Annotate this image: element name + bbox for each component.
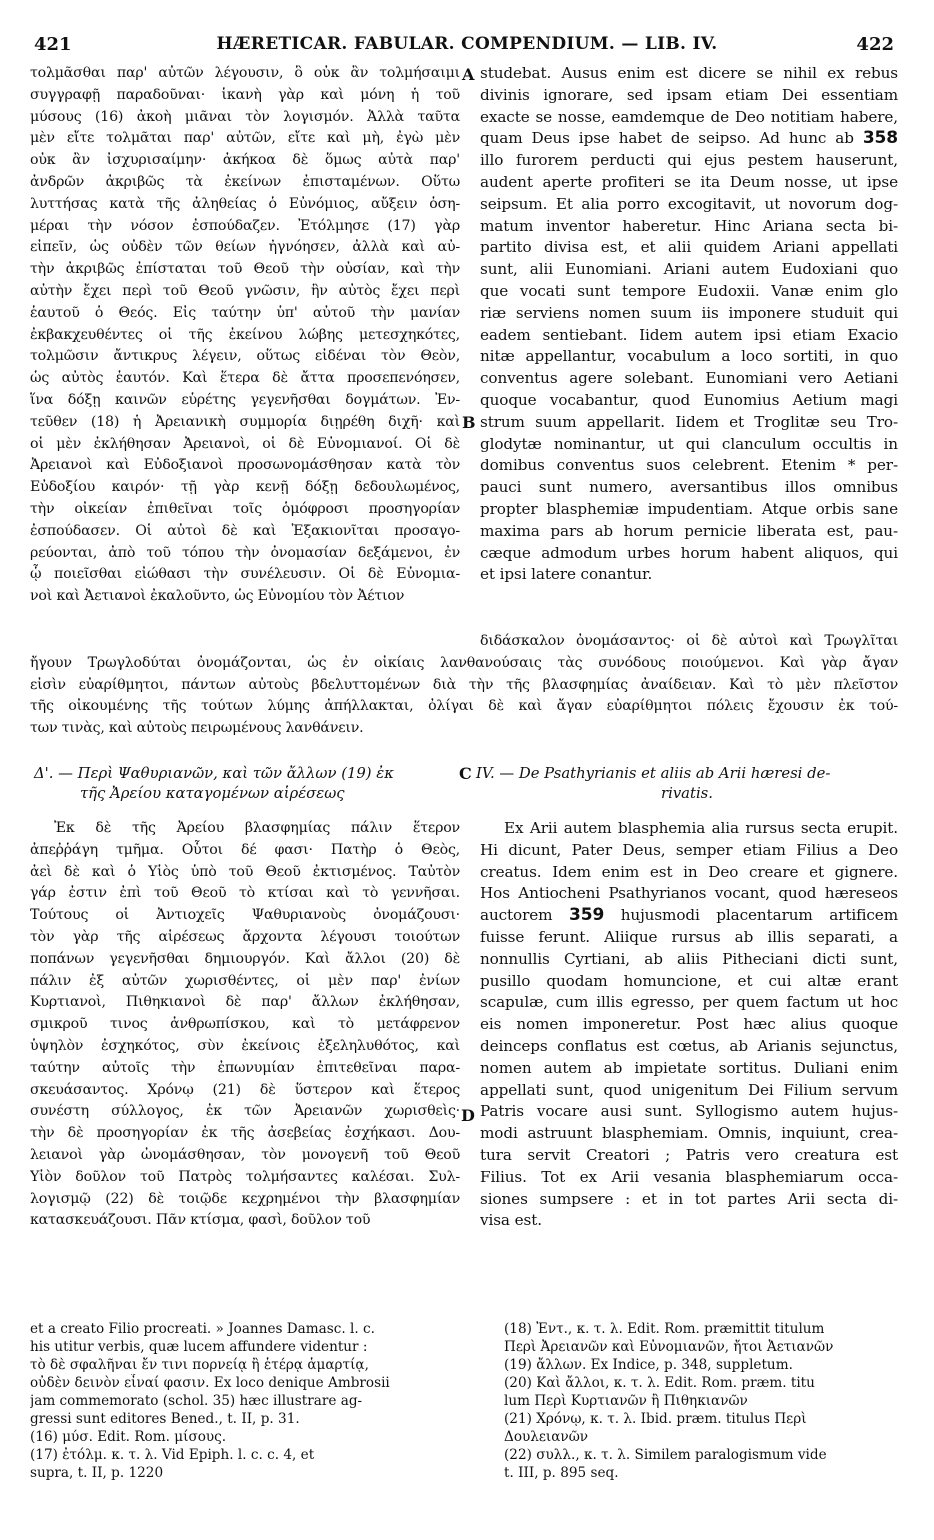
footnote-line: gressi sunt editores Bened., t. II, p. 31. bbox=[30, 1411, 300, 1427]
latin-text-line: strum suum appellarit. Iidem et Troglitæ seu Tro- bbox=[480, 412, 898, 431]
latin-text-line: eis nomen imponeretur. Post hæc alius quoque bbox=[480, 1015, 898, 1034]
latin-text-line: modi astruunt blasphemiam. Omnis, inquiunt, crea- bbox=[480, 1124, 898, 1143]
latin-heading-line: rivatis. bbox=[661, 785, 713, 802]
latin-text-line: appellati sunt, quod unigenitum Dei Filium servum bbox=[480, 1080, 898, 1099]
latin-text-line: fuisse ferunt. Aliique rursus ab illis separati, a bbox=[480, 927, 898, 946]
greek-text-line: οἱ μὲν ἐκλήθησαν Ἀρειανοὶ, οἱ δὲ Εὐνομιανοί. Οἱ δὲ bbox=[30, 435, 460, 452]
greek-text-line: ᾧ ποιεῖσθαι εἰώθασι τὴν συνέλευσιν. Οἱ δὲ Εὐνομια- bbox=[30, 566, 460, 583]
greek-text-line: γάρ ἐστιν ἐπὶ τοῦ Θεοῦ τὸ κτίσαι καὶ τὸ γεννῆσαι. bbox=[30, 885, 460, 902]
page-number-left: 421 bbox=[34, 34, 72, 55]
latin-text-line: divinis ignorare, sed ipsam etiam Dei essentiam bbox=[480, 85, 898, 104]
greek-text-line: τολμᾶσθαι παρ' αὐτῶν λέγουσιν, ὃ οὐκ ἂν τολμήσαιμι bbox=[30, 65, 460, 81]
latin-text-line: tura servit Creatori ; Patris vero creatura est bbox=[480, 1145, 898, 1164]
margin-marker-d: D bbox=[461, 1106, 475, 1125]
greek-text-line: τολμῶσιν ἄντικρυς λέγειν, οὕτως εἰδέναι τὸν Θεὸν, bbox=[30, 348, 460, 365]
greek-text-line: ἀνδρῶν ἀκριβῶς τὰ ἐκείνων ἐπισταμένων. Οὕτω bbox=[30, 173, 460, 190]
greek-text-line: ἤγουν Τρωγλοδύται ὀνομάζονται, ὡς ἐν οἰκίαις λανθανούσαις τὰς συνόδους ποιούμενοι. Καὶ γὰρ ἄγαν bbox=[30, 654, 898, 671]
latin-text-line: cæque admodum urbes horum habent aliquos, qui bbox=[480, 543, 898, 562]
greek-text-line: ὑψηλὸν ἐσχηκότος, σὺν ἐκείνοις ἐξεληλυθότος, καὶ bbox=[30, 1037, 460, 1054]
greek-text-line: Τούτους οἱ Ἀντιοχεῖς Ψαθυριανοὺς ὀνομάζουσι· bbox=[30, 907, 460, 924]
column-number-358: 358 bbox=[862, 128, 898, 149]
margin-marker-b: B bbox=[462, 413, 476, 432]
greek-text-line: αὐτὴν ἔχει περὶ τοῦ Θεοῦ γνῶσιν, ἣν αὐτὸς ἔχει περὶ bbox=[30, 282, 460, 299]
latin-text-line: Hi dicunt, Pater Deus, semper etiam Filius a Deo bbox=[480, 840, 898, 859]
column-number-359: 359 bbox=[568, 905, 605, 926]
greek-text-line: ταύτην αὐτοῖς τὴν ἐπωνυμίαν ἐπιτεθεῖναι παρα- bbox=[30, 1059, 460, 1076]
footnote-line: et a creato Filio procreati. » Joannes Damasc. l. c. bbox=[30, 1321, 375, 1337]
latin-text-line: partito divisa est, et alii quidem Ariani appellati bbox=[480, 238, 898, 257]
footnote-line: (22) συλλ., κ. τ. λ. Similem paralogismum vide bbox=[504, 1447, 827, 1463]
latin-text-fragment: quam Deus ipse habet de seipso. Ad hunc ab bbox=[480, 129, 854, 148]
greek-text-line: λυττήσας κατὰ τῆς ἀληθείας ὁ Εὐνόμιος, αὔξειν ὁση- bbox=[30, 195, 460, 212]
footnote-line: supra, t. II, p. 1220 bbox=[30, 1465, 164, 1481]
latin-column-section bbox=[480, 818, 898, 1232]
latin-text-line: Ex Arii autem blasphemia alia rursus secta erupit. bbox=[504, 819, 898, 837]
latin-text-line: riæ serviens nomen suum iis imponere studuit qui bbox=[480, 303, 898, 322]
page-number-right: 422 bbox=[856, 34, 894, 55]
footnotes-right bbox=[504, 1320, 898, 1482]
footnote-line: Περὶ Ἀρειανῶν καὶ Εὐνομιανῶν, ἤτοι Ἀετιανῶν bbox=[504, 1339, 834, 1355]
greek-text-line: ποπάνων γεγενῆσθαι δημιουργόν. Καὶ ἄλλοι (20) δὲ bbox=[30, 950, 460, 967]
greek-text-line: Ἐκ δὲ τῆς Ἀρείου βλασφημίας πάλιν ἕτερον bbox=[54, 820, 460, 836]
greek-heading-line: τῆς Ἀρείου καταγομένων αἱρέσεως bbox=[80, 785, 345, 802]
footnote-line: οὐδὲν δεινὸν εἶναί φασιν. Ex loco denique Ambrosii bbox=[30, 1375, 390, 1391]
latin-text-line: seipsum. Et alia porro excogitavit, ut novorum dog- bbox=[480, 194, 898, 213]
latin-section-heading bbox=[476, 764, 898, 804]
greek-text-line: συγγραφῇ παραδοῦναι· ἱκανὴ γὰρ καὶ μόνη ἡ τοῦ bbox=[30, 86, 460, 103]
footnote-line: his utitur verbis, quæ lucem affundere videntur : bbox=[30, 1339, 368, 1355]
latin-text-line: glodytæ nominantur, ut qui clanculum occultis in bbox=[480, 434, 898, 453]
greek-text-line: τεῦθεν (18) ἡ Ἀρειανικὴ συμμορία διῃρέθη διχῆ· καὶ bbox=[30, 413, 460, 430]
latin-text-line: nomen autem ab impietate sortitus. Duliani enim bbox=[480, 1058, 898, 1077]
latin-text-line: Patris vocare ausi sunt. Syllogismo autem hujus- bbox=[480, 1102, 898, 1121]
greek-heading-line: Δ'. — Περὶ Ψαθυριανῶν, καὶ τῶν ἄλλων (19) ἐκ bbox=[34, 765, 394, 782]
running-title: HÆRETICAR. FABULAR. COMPENDIUM. — LIB. IV. bbox=[216, 34, 718, 54]
latin-text-line: studebat. Ausus enim est dicere se nihil ex rebus bbox=[480, 64, 898, 82]
latin-heading-line: IV. — De Psathyrianis et aliis ab Arii hæresi de- bbox=[476, 765, 831, 782]
footnote-line: (19) ἄλλων. Ex Indice, p. 348, suppletum. bbox=[504, 1357, 793, 1373]
latin-text-line: maxima pars ab horum pernicie liberata est, pau- bbox=[480, 521, 898, 540]
latin-text-line: siones sumpsere : et in tot partes Arii secta di- bbox=[480, 1189, 898, 1208]
greek-section-heading bbox=[34, 764, 460, 804]
latin-text-line: exacte se nosse, eamdemque de Deo notitiam habere, bbox=[480, 107, 898, 126]
latin-text-line: eadem sentiebant. Iidem autem ipsi etiam Exacio bbox=[480, 325, 898, 344]
greek-text-line: εἰσὶν εὐαρίθμητοι, πάντων αὐτοὺς βδελυττομένων διὰ τὴν τῆς βλασφημίας ἀναίδειαν. Καὶ τὸ μὲν πλεῖστον bbox=[30, 676, 898, 693]
latin-text-line: visa est. bbox=[480, 1211, 542, 1230]
latin-text-line: illo furorem perducti qui ejus pestem hauserunt, bbox=[480, 151, 898, 170]
footnote-line: (20) Καὶ ἄλλοι, κ. τ. λ. Edit. Rom. præm. titu bbox=[504, 1375, 815, 1391]
greek-text-line: λειανοὶ γὰρ ὠνομάσθησαν, τὸν μονογενῆ τοῦ Θεοῦ bbox=[30, 1146, 460, 1163]
latin-text-line: propter blasphemiæ impudentiam. Atque orbis sane bbox=[480, 499, 898, 518]
greek-text-line: νοὶ καὶ Ἀετιανοὶ ἐκαλοῦντο, ὡς Εὐνομίου τὸν Ἀέτιον bbox=[30, 588, 405, 605]
latin-text-line: nonnullis Cyrtiani, ab aliis Pitheciani dicti sunt, bbox=[480, 949, 898, 968]
greek-text-line: μέραι τὴν νόσον ἐσπούδαζεν. Ἐτόλμησε (17) γὰρ bbox=[30, 217, 460, 234]
latin-text-line: nitæ appellantur, vocabulum a loco sortiti, in quo bbox=[480, 347, 898, 366]
latin-text-line: Filius. Tot ex Arii vesania blasphemiarum occa- bbox=[480, 1167, 898, 1186]
greek-text-line: πάλιν ἐξ αὐτῶν χωρισθέντες, οἱ μὲν παρ' ἐνίων bbox=[30, 972, 460, 989]
greek-text-line: ἑαυτοῦ ὁ Θεός. Εἰς ταύτην ὑπ' αὐτοῦ τὴν μανίαν bbox=[30, 304, 460, 321]
latin-text-line: domibus conventus suos celebrent. Etenim * per- bbox=[480, 456, 898, 475]
footnote-line: t. III, p. 895 seq. bbox=[504, 1465, 619, 1481]
latin-text-line: quoque vocabantur, quod Eunomius Aetium magi bbox=[480, 390, 898, 409]
greek-text-line: τῆς οἰκουμένης τῆς τούτων λύμης ἀπήλλακται, ὀλίγαι δὲ καὶ ἄγαν εὐαρίθμητοι πόλεις ἔχουσιν ἐκ τού- bbox=[30, 698, 898, 715]
running-header bbox=[0, 34, 934, 58]
latin-text-line: que vocati sunt tempore Eudoxii. Vanæ enim glo bbox=[480, 281, 898, 300]
latin-text-line: conventus agere solebant. Eunomiani vero Aetiani bbox=[480, 369, 898, 388]
greek-text-line: κατασκευάζουσι. Πᾶν κτίσμα, φασὶ, δοῦλον τοῦ bbox=[30, 1212, 371, 1229]
latin-column-top bbox=[480, 63, 898, 586]
latin-text-line: scapulæ, cum illis egresso, per quem factum ut hoc bbox=[480, 993, 898, 1012]
latin-text-line: matum inventor haberetur. Hinc Ariana secta bi- bbox=[480, 216, 898, 235]
latin-text-line: pauci sunt numero, aversantibus illos omnibus bbox=[480, 478, 898, 497]
greek-text-line: Υἱὸν δοῦλον τοῦ Πατρὸς τολμήσαντες καλέσαι. Συλ- bbox=[30, 1168, 460, 1185]
greek-column-top bbox=[30, 63, 460, 608]
footnote-line: Δουλειανῶν bbox=[504, 1429, 589, 1445]
footnote-line: τὸ δὲ σφαλῆναι ἔν τινι πορνείᾳ ἢ ἑτέρᾳ ἁμαρτίᾳ, bbox=[30, 1357, 369, 1373]
greek-text-line: οὐκ ἂν ἰσχυρισαίμην· ἀκήκοα δὲ ὅμως αὐτὰ παρ' bbox=[30, 152, 460, 169]
greek-text-line: ἐσπούδασεν. Οἱ αὐτοὶ δὲ καὶ Ἐξακιονῖται προσαγο- bbox=[30, 522, 460, 539]
footnote-line: (18) Ἐντ., κ. τ. λ. Edit. Rom. præmittit titulum bbox=[504, 1321, 825, 1337]
greek-text-line: ὡς αὐτὸς ἑαυτόν. Καὶ ἕτερα δὲ ἄττα προσεπενόησεν, bbox=[30, 370, 460, 387]
margin-marker-c: C bbox=[459, 764, 472, 783]
footnote-line: (21) Χρόνῳ, κ. τ. λ. Ibid. præm. titulus Περὶ bbox=[504, 1411, 807, 1427]
latin-text-line bbox=[480, 128, 898, 150]
greek-column-section bbox=[30, 818, 460, 1232]
latin-text-fragment: hujusmodi placentarum artificem bbox=[620, 906, 898, 925]
greek-text-line: τὴν οἰκείαν ἐπιθεῖναι τοῖς ὁμόφροσι προσηγορίαν bbox=[30, 500, 460, 517]
latin-text-line: creatus. Idem enim est in Deo creare et gignere. bbox=[480, 862, 898, 881]
greek-text-line: σμικροῦ τινος ἀνθρωπίσκου, καὶ τὸ μετάφρενον bbox=[30, 1016, 460, 1033]
greek-text-line: σκευάσαντος. Χρόνῳ (21) δὲ ὕστερον καὶ ἕτερος bbox=[30, 1081, 460, 1098]
margin-marker-a: A bbox=[462, 65, 475, 84]
greek-text-line: εἰπεῖν, ὡς οὐδὲν τῶν θείων ἠγνόησεν, ἀλλὰ καὶ αὐ- bbox=[30, 239, 460, 256]
greek-text-line: ρεύονται, ἀπὸ τοῦ τόπου τὴν ὀνομασίαν δεξάμενοι, ἐν bbox=[30, 544, 460, 561]
greek-text-line: ἀεὶ δὲ καὶ ὁ Υἱὸς ὑπὸ τοῦ Θεοῦ ἐκτισμένος. Ταὐτὸν bbox=[30, 863, 460, 880]
latin-text-line bbox=[480, 905, 898, 927]
footnote-line: (16) μύσ. Edit. Rom. μίσους. bbox=[30, 1429, 227, 1445]
greek-text-line: ἀπεῤῥάγη τμῆμα. Οὗτοι δέ φασι· Πατὴρ ὁ Θεὸς, bbox=[30, 841, 460, 858]
latin-text-line: sunt, alii Eunomiani. Ariani autem Eudoxiani quo bbox=[480, 260, 898, 279]
greek-text-line: των τινὰς, καὶ αὐτοὺς πειρωμένους λανθάνειν. bbox=[30, 720, 364, 737]
latin-text-line: Hos Antiocheni Psathyrianos vocant, quod hæreseos bbox=[480, 884, 898, 903]
footnote-line: lum Περὶ Κυρτιανῶν ἢ Πιθηκιανῶν bbox=[504, 1393, 748, 1409]
latin-text-line: et ipsi latere conantur. bbox=[480, 565, 653, 584]
footnote-line: jam commemorato (schol. 35) hæc illustrare ag- bbox=[30, 1393, 363, 1409]
footnote-line: (17) ἐτόλμ. κ. τ. λ. Vid Epiph. l. c. c. 4, et bbox=[30, 1447, 315, 1463]
greek-text-line: διδάσκαλον ὀνομάσαντος· οἱ δὲ αὐτοὶ καὶ Τρωγλῖται bbox=[480, 633, 898, 649]
latin-text-line: audent aperte profiteri se ita Deum nosse, ut ipse bbox=[480, 172, 898, 191]
greek-text-line: τὸν γὰρ τῆς αἱρέσεως ἄρχοντα λέγουσι τοιούτων bbox=[30, 928, 460, 945]
greek-text-line: τὴν δὲ προσηγορίαν ἐκ τῆς ἀσεβείας ἐσχήκασι. Δου- bbox=[30, 1125, 460, 1142]
greek-full-width bbox=[30, 631, 898, 740]
greek-text-line: ἐκβακχευθέντες οἱ τῆς ἐκείνου λώβης μετεσχηκότες, bbox=[30, 326, 460, 343]
latin-text-fragment: auctorem bbox=[480, 906, 553, 925]
greek-text-line: ἵνα δόξῃ καινῶν εὑρέτης γεγενῆσθαι δογμάτων. Ἐν- bbox=[30, 391, 460, 408]
greek-text-line: Κυρτιανοὶ, Πιθηκιανοὶ δὲ παρ' ἄλλων ἐκλήθησαν, bbox=[30, 994, 460, 1011]
greek-text-line: τὴν ἀκριβῶς ἐπίσταται τοῦ Θεοῦ τὴν οὐσίαν, καὶ τὴν bbox=[30, 261, 460, 278]
greek-text-line: συνέστη σύλλογος, ἐκ τῶν Ἀρειανῶν χωρισθεὶς· bbox=[30, 1103, 460, 1120]
greek-text-line: μὲν εἴτε τολμᾶται παρ' αὐτῶν, εἴτε καὶ μὴ, ἐγὼ μὲν bbox=[30, 130, 460, 147]
greek-text-line: λογισμῷ (22) δὲ τοιῷδε κεχρημένοι τὴν βλασφημίαν bbox=[30, 1190, 460, 1207]
greek-text-line: Ἀρειανοὶ καὶ Εὐδοξιανοὶ προσωνομάσθησαν κατὰ τὸν bbox=[30, 457, 460, 474]
greek-text-line: μύσους (16) ἀκοὴ μιᾶναι τὸν λογισμόν. Ἀλλὰ ταῦτα bbox=[30, 108, 460, 125]
greek-text-line: Εὐδοξίου καιρόν· τῇ γὰρ κενῇ δόξῃ δεδουλωμένος, bbox=[30, 479, 460, 496]
latin-text-line: pusillo quodam homuncione, et cui altæ erant bbox=[480, 971, 898, 990]
latin-text-line: deinceps conflatus est cœtus, ab Arianis sejunctus, bbox=[480, 1036, 898, 1055]
footnotes-left bbox=[30, 1320, 460, 1482]
